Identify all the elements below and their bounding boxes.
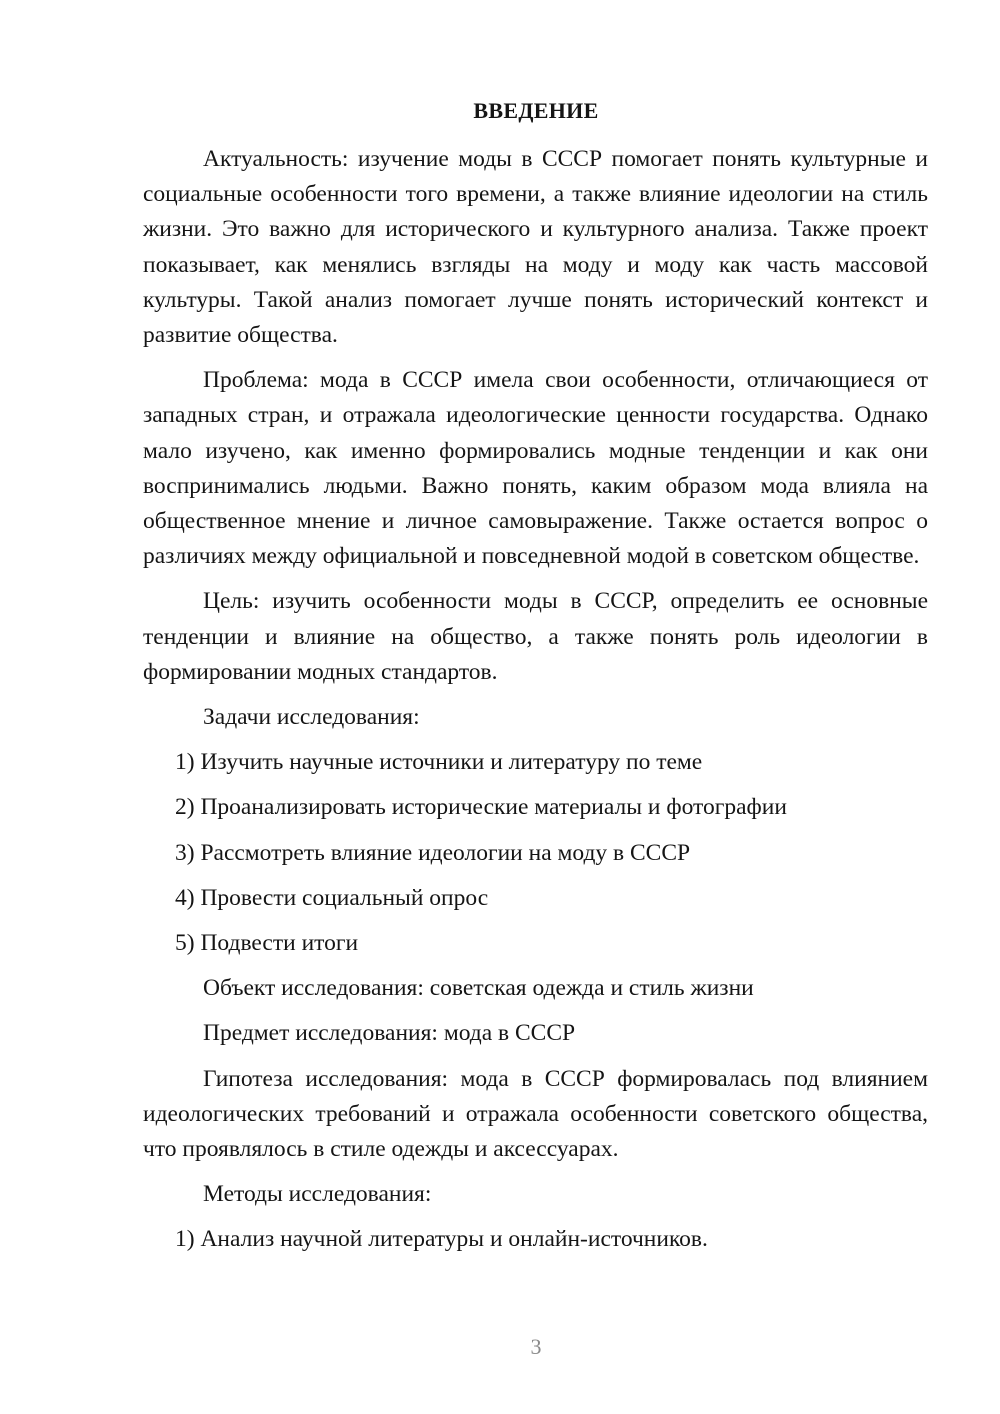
list-item: 1) Анализ научной литературы и онлайн-источников. xyxy=(175,1226,708,1253)
methods-title: Методы исследования: xyxy=(203,1181,432,1208)
subject-line: Предмет исследования: мода в СССР xyxy=(203,1020,576,1047)
list-item: 4) Провести социальный опрос xyxy=(175,884,489,911)
tasks-list xyxy=(143,745,928,961)
list-item: 1) Изучить научные источники и литературу по теме xyxy=(175,749,703,776)
document-body xyxy=(143,142,928,1268)
relevance-paragraph: Актуальность: изучение моды в СССР помогает понять культурные и социальные особенности того времени, а также влияние идеологии на стиль жизни. Это важно для исторического и культурного анализа. Также проект показывает, как менялись взгляды на моду и моду как часть массовой культуры. Такой анализ помогает лучше понять исторический контекст и развитие общества. xyxy=(143,146,928,349)
page-title: ВВЕДЕНИЕ xyxy=(473,98,599,123)
problem-paragraph: Проблема: мода в СССР имела свои особенности, отличающиеся от западных стран, и отражала идеологические ценности государства. Однако мало изучено, как именно формировались модные тенденции и как они воспринимались людьми. Важно понять, каким образом мода влияла на общественное мнение и личное самовыражение. Также остается вопрос о различиях между официальной и повседневной модой в советском обществе. xyxy=(143,367,928,570)
goal-paragraph: Цель: изучить особенности моды в СССР, определить ее основные тенденции и влияние на общество, а также понять роль идеологии в формировании модных стандартов. xyxy=(143,588,928,685)
list-item: 3) Рассмотреть влияние идеологии на моду в СССР xyxy=(175,839,691,866)
object-line: Объект исследования: советская одежда и стиль жизни xyxy=(203,975,754,1002)
methods-list xyxy=(143,1222,928,1257)
hypothesis-paragraph: Гипотеза исследования: мода в СССР формировалась под влиянием идеологических требований и отражала особенности советского общества, что проявлялось в стиле одежды и аксессуарах. xyxy=(143,1065,928,1163)
list-item: 2) Проанализировать исторические материалы и фотографии xyxy=(175,794,787,821)
list-item: 5) Подвести итоги xyxy=(175,930,359,957)
page-number: 3 xyxy=(530,1334,542,1359)
tasks-title: Задачи исследования: xyxy=(203,704,420,731)
